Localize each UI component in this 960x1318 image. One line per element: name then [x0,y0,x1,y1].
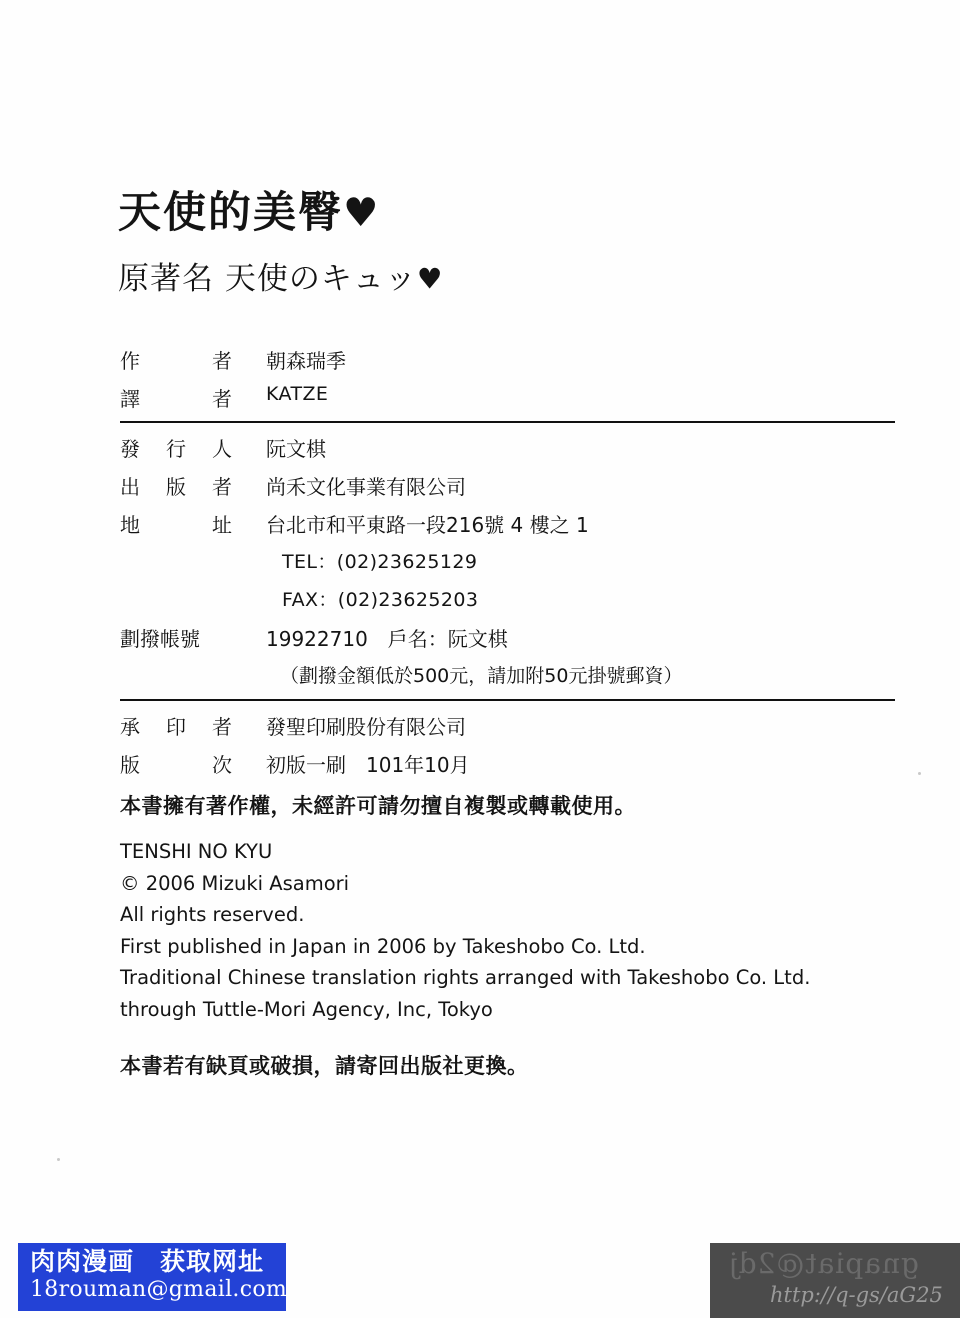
copyright-notes [120,790,900,1025]
colophon-label: 作 者 [120,349,232,373]
colophon-row-edition [120,749,895,781]
watermark-left-line1: 肉肉漫画 获取网址 [30,1247,265,1276]
colophon-row-translator [120,383,895,415]
colophon-value: 初版一刷 101年10月 [266,753,470,777]
note-line: © 2006 Mizuki Asamori [120,871,350,895]
watermark-left [18,1243,286,1311]
heart-icon: ♥ [343,190,381,237]
colophon-value: 朝森瑞季 [266,349,346,373]
colophon-row-printer [120,711,895,743]
original-title [118,253,818,298]
colophon-value: 19922710 戶名：阮文棋 [266,627,508,651]
print-speck [57,1158,60,1161]
colophon-label: 版 次 [120,753,232,777]
colophon-label: 出 版 者 [120,475,232,499]
watermark-right-line1: gnapiat@2dj [728,1247,919,1280]
colophon-value-note: （劃撥金額低於500元，請加附50元掛號郵資） [280,665,683,687]
exchange-notice: 本書若有缺頁或破損，請寄回出版社更換。 [120,1054,529,1078]
note-line: Traditional Chinese translation rights arranged with Takeshobo Co. Ltd. [120,966,811,990]
colophon-label: 地 址 [120,513,232,537]
heart-icon-secondary: ♥ [416,262,444,296]
watermark-left-line2: 18rouman@gmail.com [30,1276,288,1302]
exchange-notice-block [120,1050,900,1080]
copyright-statement: 本書擁有著作權，未經許可請勿擅自複製或轉載使用。 [120,794,636,818]
title-block [118,190,818,298]
colophon-value: KATZE [266,383,329,405]
colophon-row-author [120,345,895,377]
watermark-right [710,1243,960,1318]
print-speck [918,772,921,775]
colophon-label: 譯 者 [120,387,232,411]
colophon-row-publisher [120,471,895,503]
colophon-row-address [120,509,895,541]
colophon-table [120,345,895,787]
original-title-text: 原著名 天使のキュッ [118,261,417,298]
note-line: First published in Japan in 2006 by Takeshobo Co. Ltd. [120,934,646,958]
colophon-value: 尚禾文化事業有限公司 [266,475,466,499]
page-title [118,190,818,237]
colophon-row-fax [120,585,895,617]
note-line: All rights reserved. [120,903,305,927]
colophon-label: 劃撥帳號 [120,627,200,651]
colophon-value: 發聖印刷股份有限公司 [266,715,466,739]
note-line: through Tuttle-Mori Agency, Inc, Tokyo [120,997,493,1021]
colophon-value: 阮文棋 [266,437,326,461]
watermark-right-line2: http://q-gs/aG25 [770,1283,943,1307]
colophon-label: 承 印 者 [120,715,232,739]
colophon-row-giro-account [120,623,895,655]
colophon-value-tel: TEL：(02)23625129 [282,551,478,573]
colophon-row-tel [120,547,895,579]
colophon-value: 台北市和平東路一段216號 4 樓之 1 [266,513,589,537]
divider-rule-top [120,421,895,423]
colophon-row-giro-note [120,661,895,693]
colophon-value-fax: FAX：(02)23625203 [282,589,479,611]
colophon-label: 發 行 人 [120,437,232,461]
divider-rule-bottom [120,699,895,701]
note-line: TENSHI NO KYU [120,840,273,863]
main-title-text: 天使的美臀 [118,188,343,238]
colophon-row-publisher-person [120,433,895,465]
